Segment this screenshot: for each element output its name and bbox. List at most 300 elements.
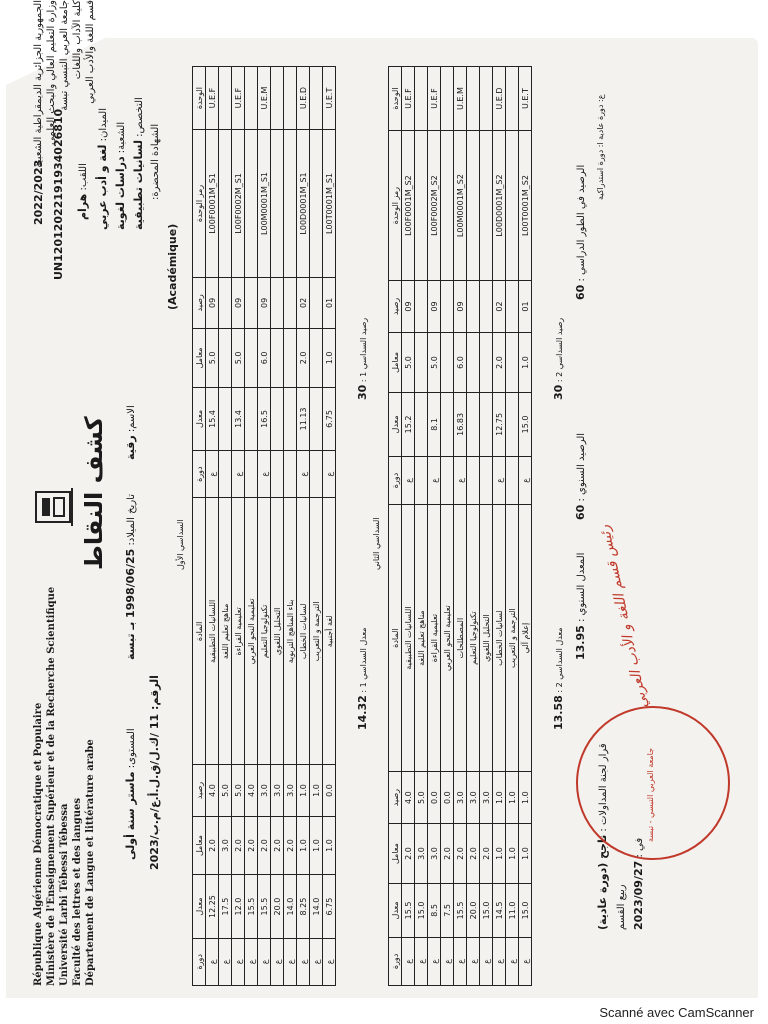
table-row <box>310 67 323 986</box>
table-row <box>467 67 480 986</box>
table-cell: 5.0 <box>206 328 219 387</box>
table-cell: 15.5 <box>454 883 467 937</box>
surname-label: اللقب: <box>78 163 89 191</box>
table-row <box>284 67 297 986</box>
table-cell: 1.0 <box>493 824 506 884</box>
table-cell: مناهج تعليم اللغة <box>219 498 232 765</box>
annual-credits-value: 60 <box>574 504 587 520</box>
specialty-value: لسانيات تطبيقية <box>132 140 145 230</box>
table-cell <box>480 392 493 456</box>
table-cell: الترجمة و التعريب <box>506 505 519 772</box>
table-cell: 4.0 <box>402 772 415 824</box>
header-fr-line4: Faculté des lettres et des langues <box>72 798 83 986</box>
table-cell: 1.0 <box>310 765 323 816</box>
table-cell: 14.0 <box>284 875 297 938</box>
table-cell <box>415 281 428 333</box>
table-cell <box>480 131 493 281</box>
table-cell <box>480 67 493 131</box>
table-cell: 3.0 <box>454 772 467 824</box>
sem1-header-cell: الوحدة <box>193 67 206 130</box>
decision-value: ناجح (دورة عادية) <box>596 834 609 930</box>
table-cell: 1.0 <box>493 772 506 824</box>
table-cell <box>310 67 323 130</box>
table-cell: 8.1 <box>428 392 441 456</box>
table-cell: 1.0 <box>323 816 336 875</box>
sem2-avg-row <box>552 627 565 730</box>
table-cell: ع <box>428 456 441 504</box>
sem2-credits-value: 30 <box>552 384 565 400</box>
table-cell: ع <box>258 450 271 497</box>
sem1-credits-row <box>356 318 369 400</box>
camscanner-footer: Scanné avec CamScanner <box>599 1005 754 1020</box>
sem1-header-cell: رصيد <box>193 277 206 328</box>
table-cell: 12.25 <box>206 875 219 938</box>
sem2-header-cell: رصيد <box>389 772 402 824</box>
total-credits-label: الرصيد في الطور الدراسي : <box>576 164 587 282</box>
birth-value: 1998/06/25 بـ تبسة <box>124 548 137 660</box>
total-credits-value: 60 <box>574 284 587 300</box>
field-value: لغة و أدب عربي <box>96 144 109 230</box>
table-cell: 2.0 <box>245 816 258 875</box>
table-cell: اللسانيات التطبيقية <box>402 505 415 772</box>
table-cell: U.E.D <box>297 67 310 130</box>
table-cell: 2.0 <box>480 824 493 884</box>
table-cell: ع <box>493 456 506 504</box>
table-cell <box>310 328 323 387</box>
table-cell <box>415 456 428 504</box>
table-cell <box>245 387 258 450</box>
table-cell: U.E.T <box>519 67 532 131</box>
table-cell: تعليمية النحو العربي <box>441 505 454 772</box>
table-cell: ع <box>454 456 467 504</box>
table-cell: 2.0 <box>258 816 271 875</box>
table-cell <box>219 130 232 278</box>
header-ar-line1: الجمهورية الجزائرية الديمقراطية الشعبية <box>33 0 44 168</box>
table-cell <box>245 130 258 278</box>
table-cell: ع <box>506 937 519 985</box>
surname-value: هرام <box>76 193 89 220</box>
table-cell: 5.0 <box>219 765 232 816</box>
table-cell: ع <box>415 937 428 985</box>
table-row <box>232 67 245 986</box>
table-cell: ع <box>284 938 297 985</box>
table-cell: 6.0 <box>454 333 467 393</box>
table-cell: 2.0 <box>441 824 454 884</box>
table-cell: 01 <box>323 277 336 328</box>
table-cell <box>284 328 297 387</box>
table-cell: U.E.F <box>428 67 441 131</box>
table-cell: L00F0002M_S1 <box>232 130 245 278</box>
table-cell <box>506 333 519 393</box>
table-cell: 14.0 <box>310 875 323 938</box>
sem2-header-cell: معامل <box>389 824 402 884</box>
sem2-credits-row <box>552 318 565 400</box>
table-cell: U.E.D <box>493 67 506 131</box>
table-cell: 8.25 <box>297 875 310 938</box>
table-cell <box>467 456 480 504</box>
sem2-header-label: السداسي الثاني <box>372 517 381 570</box>
table-cell: ع <box>402 937 415 985</box>
sem1-header-cell: دورة <box>193 450 206 497</box>
birth-row <box>124 494 137 660</box>
table-cell: 09 <box>258 277 271 328</box>
table-cell: 12.0 <box>232 875 245 938</box>
table-cell: تعليمية النحو العربي <box>245 498 258 765</box>
table-cell <box>284 130 297 278</box>
table-cell: L00T0001M_S1 <box>323 130 336 278</box>
table-cell: ع <box>519 937 532 985</box>
table-cell: L00T0001M_S2 <box>519 131 532 281</box>
birth-label: تاريخ الميلاد: <box>126 494 137 546</box>
table-cell: تعليمية القراءة <box>428 505 441 772</box>
table-cell: 2.0 <box>467 824 480 884</box>
table-cell <box>467 281 480 333</box>
sem2-header-cell: دورة <box>389 937 402 985</box>
table-cell: U.E.F <box>402 67 415 131</box>
table-cell: 0.0 <box>441 772 454 824</box>
stamp-text: جامعة العربي التبسي - تبسة <box>646 747 655 842</box>
header-ar-line4: كلية الآداب واللغات <box>72 0 83 80</box>
table-row <box>245 67 258 986</box>
header-fr-line2: Ministère de l'Enseignement Supérieur et de la Recherche Scientifique <box>46 586 57 986</box>
field-row <box>96 108 109 230</box>
table-cell: بناء المناهج التربوية <box>284 498 297 765</box>
level-label: المستوى: <box>126 728 137 769</box>
table-cell: 17.5 <box>219 875 232 938</box>
table-cell <box>271 450 284 497</box>
table-cell: 0.0 <box>428 772 441 824</box>
sem1-header-cell: رمز الوحدة <box>193 130 206 278</box>
sem2-header-cell: المادة <box>389 505 402 772</box>
table-cell: 5.0 <box>415 772 428 824</box>
table-cell <box>310 130 323 278</box>
table-cell: ع <box>297 938 310 985</box>
sem2-header-cell: دورة <box>389 456 402 504</box>
table-cell <box>467 333 480 393</box>
name-value: رقية <box>124 435 137 460</box>
table-cell: ع <box>519 456 532 504</box>
table-row <box>441 67 454 986</box>
table-cell: ع <box>219 938 232 985</box>
annual-credits-row <box>574 433 587 520</box>
table-row <box>402 67 415 986</box>
table-cell: 2.0 <box>284 816 297 875</box>
table-cell: 5.0 <box>402 333 415 393</box>
table-cell: ع <box>232 938 245 985</box>
table-cell: 15.0 <box>519 883 532 937</box>
annual-avg-label: المعدل السنوي : <box>576 552 587 623</box>
table-cell <box>219 67 232 130</box>
table-cell <box>415 131 428 281</box>
table-cell <box>310 387 323 450</box>
table-cell: تعليمية القراءة <box>232 498 245 765</box>
table-cell: U.E.M <box>258 67 271 130</box>
table-cell: لسانيات الخطاب <box>297 498 310 765</box>
table-cell: 1.0 <box>519 772 532 824</box>
table-row <box>219 67 232 986</box>
table-cell: 15.4 <box>206 387 219 450</box>
table-cell <box>219 328 232 387</box>
table-row <box>271 67 284 986</box>
header-fr-line1: République Algérienne Démocratique et Populaire <box>33 702 44 986</box>
session-note: ع: دورة عادية ا: دورة استدراكية <box>596 94 605 200</box>
table-cell: 14.5 <box>493 883 506 937</box>
branch-value: دراسات لغوية <box>114 156 127 230</box>
table-cell <box>310 450 323 497</box>
total-credits-row <box>574 165 587 300</box>
semester2-table <box>388 66 532 986</box>
table-cell: 1.0 <box>519 824 532 884</box>
name-row <box>124 405 137 460</box>
table-cell <box>284 277 297 328</box>
header-fr-line5: Département de Langue et littérature arabe <box>85 739 96 986</box>
table-cell: 8.5 <box>428 883 441 937</box>
table-cell: تكنولوجيا التعليم <box>467 505 480 772</box>
table-row <box>506 67 519 986</box>
signature-place: ربيع القسم <box>616 884 627 930</box>
table-cell: 1.0 <box>297 816 310 875</box>
table-cell <box>467 131 480 281</box>
table-cell <box>284 450 297 497</box>
table-cell: 5.0 <box>232 765 245 816</box>
table-cell: مناهج تعليم اللغة <box>415 505 428 772</box>
table-cell: 1.0 <box>506 772 519 824</box>
university-logo-icon <box>30 484 76 530</box>
sem1-header-label: السداسي الأول <box>176 519 185 570</box>
table-cell <box>284 67 297 130</box>
table-cell: 16.5 <box>258 387 271 450</box>
table-cell: 16.83 <box>454 392 467 456</box>
table-cell <box>441 456 454 504</box>
table-cell: 09 <box>402 281 415 333</box>
table-cell <box>415 392 428 456</box>
sem1-avg-label: معدل السداسي 1 : <box>359 627 368 693</box>
table-cell: L00D0001M_S2 <box>493 131 506 281</box>
table-cell: U.E.F <box>232 67 245 130</box>
surname-row <box>76 163 89 220</box>
table-cell: ع <box>232 450 245 497</box>
sem2-avg-value: 13.58 <box>552 695 565 730</box>
table-cell: 2.0 <box>493 333 506 393</box>
table-cell: 5.0 <box>232 328 245 387</box>
table-cell: ع <box>454 937 467 985</box>
field-label: الميدان: <box>98 108 109 142</box>
sem2-header-row <box>389 67 402 986</box>
annual-avg-row <box>574 553 587 660</box>
table-row <box>206 67 219 986</box>
table-cell: 09 <box>206 277 219 328</box>
table-cell: L00M0001M_S1 <box>258 130 271 278</box>
academic-year: 2022/2023 <box>32 159 45 225</box>
table-cell <box>506 281 519 333</box>
table-cell: 15.0 <box>519 392 532 456</box>
annual-avg-value: 13.95 <box>574 625 587 660</box>
table-cell: U.E.F <box>206 67 219 130</box>
table-cell: 6.75 <box>323 875 336 938</box>
table-cell: 3.0 <box>284 765 297 816</box>
table-row <box>297 67 310 986</box>
table-cell <box>506 67 519 131</box>
sem1-header-cell: رصيد <box>193 765 206 816</box>
table-cell <box>245 67 258 130</box>
table-cell <box>219 450 232 497</box>
table-cell: 11.13 <box>297 387 310 450</box>
semester1-table <box>192 66 336 986</box>
table-cell: 2.0 <box>232 816 245 875</box>
annual-credits-label: الرصيد السنوي : <box>576 432 587 502</box>
registration-number: UN12012022191934026810 <box>52 108 65 280</box>
table-cell: ع <box>206 450 219 497</box>
table-cell <box>441 392 454 456</box>
table-row <box>493 67 506 986</box>
table-cell: 09 <box>232 277 245 328</box>
table-cell <box>271 328 284 387</box>
table-cell: التحليل اللغوي <box>271 498 284 765</box>
table-cell: ع <box>480 937 493 985</box>
table-cell <box>441 67 454 131</box>
branch-row <box>114 122 127 230</box>
table-row <box>428 67 441 986</box>
table-cell: 1.0 <box>506 824 519 884</box>
reference-number: الرقم: 11 /ك.ل/ق.ل.أ.ع/م.ب/2023 <box>148 675 161 870</box>
table-cell: U.E.T <box>323 67 336 130</box>
table-cell: 6.75 <box>323 387 336 450</box>
table-cell: U.E.M <box>454 67 467 131</box>
table-cell: 01 <box>519 281 532 333</box>
table-cell: 15.0 <box>480 883 493 937</box>
table-cell: ع <box>323 938 336 985</box>
table-cell: 02 <box>493 281 506 333</box>
table-cell: 6.0 <box>258 328 271 387</box>
table-cell: 2.0 <box>297 328 310 387</box>
table-cell: 20.0 <box>271 875 284 938</box>
table-cell: ع <box>245 938 258 985</box>
table-cell: 3.0 <box>428 824 441 884</box>
table-cell: ع <box>441 937 454 985</box>
table-cell <box>245 450 258 497</box>
sem1-header-cell: معدل <box>193 875 206 938</box>
table-cell: 09 <box>428 281 441 333</box>
official-stamp <box>576 706 730 860</box>
table-cell <box>441 333 454 393</box>
sem1-avg-value: 14.32 <box>356 695 369 730</box>
diploma-label: الشهادة المحضرة: <box>150 123 161 200</box>
table-cell <box>467 67 480 131</box>
table-cell: 1.0 <box>519 333 532 393</box>
table-cell: 15.2 <box>402 392 415 456</box>
level-row <box>124 728 137 860</box>
table-cell <box>219 387 232 450</box>
table-cell: ع <box>206 938 219 985</box>
table-cell <box>245 277 258 328</box>
sem1-header-row <box>193 67 206 986</box>
table-cell: لسانيات الخطاب <box>493 505 506 772</box>
table-cell: ع <box>258 938 271 985</box>
table-cell: 1.0 <box>323 328 336 387</box>
table-cell: 09 <box>454 281 467 333</box>
table-cell: التحليل اللغوي <box>480 505 493 772</box>
header-fr <box>32 587 97 986</box>
table-cell: تكنولوجيا التعليم <box>258 498 271 765</box>
table-cell: ع <box>467 937 480 985</box>
table-cell <box>506 131 519 281</box>
name-label: الاسم: <box>126 405 137 433</box>
table-cell <box>271 130 284 278</box>
sem2-header-cell: رمز الوحدة <box>389 131 402 281</box>
table-cell: 15.0 <box>415 883 428 937</box>
table-cell: 3.0 <box>480 772 493 824</box>
table-cell <box>219 277 232 328</box>
sem1-header-cell: المادة <box>193 498 206 765</box>
table-cell: الترجمة و التعريب <box>310 498 323 765</box>
table-row <box>258 67 271 986</box>
table-cell: L00M0001M_S2 <box>454 131 467 281</box>
table-cell: 15.5 <box>258 875 271 938</box>
table-cell: 11.0 <box>506 883 519 937</box>
table-cell <box>441 131 454 281</box>
table-cell: 4.0 <box>245 765 258 816</box>
table-cell: 1.0 <box>297 765 310 816</box>
table-cell <box>480 456 493 504</box>
table-cell: 3.0 <box>258 765 271 816</box>
table-row <box>323 67 336 986</box>
table-cell: 1.0 <box>310 816 323 875</box>
date-value: 2023/09/27 <box>632 860 645 930</box>
table-cell: 3.0 <box>467 772 480 824</box>
table-cell: 15.5 <box>402 883 415 937</box>
table-cell: 5.0 <box>428 333 441 393</box>
table-cell: ع <box>323 450 336 497</box>
table-cell: المصطلحات <box>454 505 467 772</box>
table-cell: 3.0 <box>271 765 284 816</box>
table-cell: اللسانيات التطبيقية <box>206 498 219 765</box>
specialty-label: التخصص: <box>134 97 145 137</box>
sem2-credits-label: رصيد السداسي 2 : <box>555 317 564 383</box>
table-cell: L00F0001M_S2 <box>402 131 415 281</box>
table-cell <box>480 281 493 333</box>
sem2-header-cell: معدل <box>389 883 402 937</box>
table-cell: 02 <box>297 277 310 328</box>
table-cell: إعلام آلي <box>519 505 532 772</box>
sem2-header-cell: معدل <box>389 392 402 456</box>
table-cell: ع <box>271 938 284 985</box>
table-cell: L00F0001M_S1 <box>206 130 219 278</box>
sem2-header-cell: الوحدة <box>389 67 402 131</box>
level-value: ماستر سنة أولى <box>124 771 137 860</box>
table-cell <box>271 277 284 328</box>
sem2-avg-label: معدل السداسي 2 : <box>555 627 564 693</box>
header-fr-line3: Université Larbi Tébessi Tébessa <box>59 803 70 986</box>
date-label: في : <box>634 837 645 858</box>
specialty-row <box>132 97 145 230</box>
decision-label: قرار لجنة المداولات : <box>598 743 609 832</box>
table-cell: 13.4 <box>232 387 245 450</box>
branch-label: الشعبة: <box>116 121 127 154</box>
table-cell: لغة أجنبية <box>323 498 336 765</box>
table-cell <box>506 456 519 504</box>
table-cell <box>284 387 297 450</box>
sem1-header-cell: معامل <box>193 328 206 387</box>
table-cell <box>467 392 480 456</box>
header-ar-line5: قسم اللغة والأدب العربي <box>85 0 96 104</box>
table-cell <box>480 333 493 393</box>
header-ar-line2: وزارة التعليم العالي والبحث العلمي <box>46 0 57 145</box>
sem1-credits-value: 30 <box>356 384 369 400</box>
table-cell <box>245 328 258 387</box>
table-cell: L00F0002M_S2 <box>428 131 441 281</box>
table-row <box>480 67 493 986</box>
table-cell: ع <box>402 456 415 504</box>
